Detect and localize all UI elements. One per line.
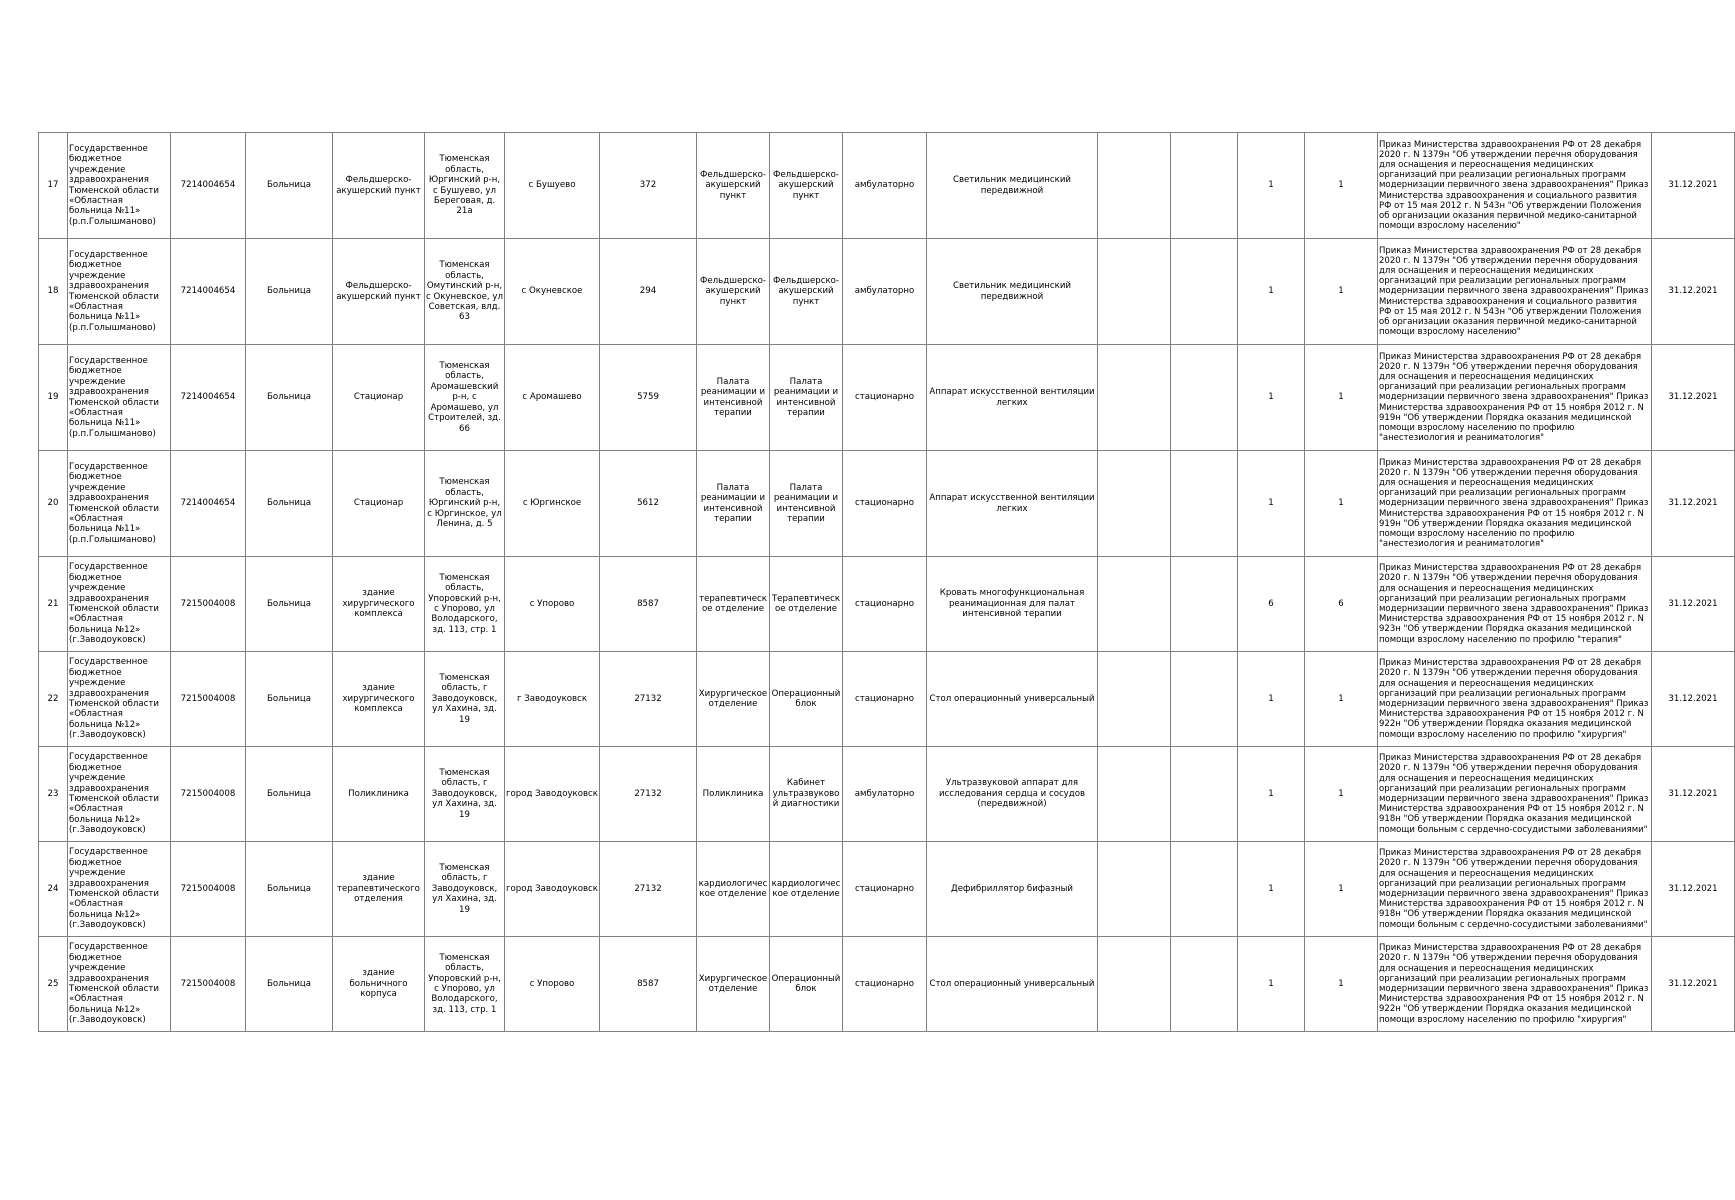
locality: город Заводоуковск <box>505 842 600 937</box>
empty-cell-2 <box>1171 747 1238 842</box>
population: 5612 <box>600 451 697 557</box>
legal-basis: Приказ Министерства здравоохранения РФ от 28 декабря 2020 г. N 1379н "Об утверждении перечня оборудования для оснащения и переоснащения медицинских организаций при реализации региональных программ модернизации первичного звена здравоохранения" Приказ Министерства здравоохранения РФ от 15 ноября 2012 г. N 918н "Об утверждении Порядка оказания медицинской помощи больным с сердечно-сосудистыми заболеваниями" <box>1378 747 1652 842</box>
room: Фельдшерско-акушерский пункт <box>770 133 843 239</box>
quantity-planned: 6 <box>1305 557 1378 652</box>
population: 27132 <box>600 652 697 747</box>
empty-cell-1 <box>1098 345 1171 451</box>
address: Тюменская область, Юргинский р-н, с Юргинское, ул Ленина, д. 5 <box>425 451 505 557</box>
inn: 7214004654 <box>171 451 246 557</box>
facility-type: Больница <box>246 652 333 747</box>
care-mode: амбулаторно <box>843 133 927 239</box>
locality: с Окуневское <box>505 239 600 345</box>
room: Палата реанимации и интенсивной терапии <box>770 345 843 451</box>
care-mode: стационарно <box>843 345 927 451</box>
legal-basis: Приказ Министерства здравоохранения РФ от 28 декабря 2020 г. N 1379н "Об утверждении перечня оборудования для оснащения и переоснащения медицинских организаций при реализации региональных программ модернизации первичного звена здравоохранения" Приказ Министерства здравоохранения РФ от 15 ноября 2012 г. N 923н "Об утверждении Порядка оказания медицинской помощи взрослому населению по профилю "терапия" <box>1378 557 1652 652</box>
table-row <box>39 345 1735 451</box>
equipment-name: Стол операционный универсальный <box>927 937 1098 1032</box>
organization-name: Государственное бюджетное учреждение здравоохранения Тюменской области «Областная больница №11» (р.п.Голышманово) <box>68 133 171 239</box>
population: 27132 <box>600 842 697 937</box>
locality: город Заводоуковск <box>505 747 600 842</box>
locality: с Бушуево <box>505 133 600 239</box>
facility-type: Больница <box>246 345 333 451</box>
row-number: 18 <box>39 239 68 345</box>
room: Кабинет ультразвуковой диагностики <box>770 747 843 842</box>
quantity-required: 1 <box>1238 937 1305 1032</box>
room: кардиологическое отделение <box>770 842 843 937</box>
address: Тюменская область, г Заводоуковск, ул Хахина, зд. 19 <box>425 747 505 842</box>
quantity-required: 1 <box>1238 133 1305 239</box>
address: Тюменская область, Юргинский р-н, с Бушуево, ул Береговая, д. 21а <box>425 133 505 239</box>
room: Терапевтическое отделение <box>770 557 843 652</box>
care-mode: стационарно <box>843 652 927 747</box>
care-mode: стационарно <box>843 937 927 1032</box>
table-row <box>39 557 1735 652</box>
inn: 7215004008 <box>171 747 246 842</box>
quantity-required: 6 <box>1238 557 1305 652</box>
quantity-required: 1 <box>1238 239 1305 345</box>
organization-name: Государственное бюджетное учреждение здравоохранения Тюменской области «Областная больница №12» (г.Заводоуковск) <box>68 747 171 842</box>
organization-name: Государственное бюджетное учреждение здравоохранения Тюменской области «Областная больница №12» (г.Заводоуковск) <box>68 842 171 937</box>
address: Тюменская область, Упоровский р-н, с Упорово, ул Володарского, зд. 113, стр. 1 <box>425 557 505 652</box>
legal-basis: Приказ Министерства здравоохранения РФ от 28 декабря 2020 г. N 1379н "Об утверждении перечня оборудования для оснащения и переоснащения медицинских организаций при реализации региональных программ модернизации первичного звена здравоохранения" Приказ Министерства здравоохранения РФ от 15 ноября 2012 г. N 922н "Об утверждении Порядка оказания медицинской помощи взрослому населению по профилю "хирургия" <box>1378 652 1652 747</box>
population: 8587 <box>600 937 697 1032</box>
department: Фельдшерско-акушерский пункт <box>697 133 770 239</box>
empty-cell-2 <box>1171 133 1238 239</box>
legal-basis: Приказ Министерства здравоохранения РФ от 28 декабря 2020 г. N 1379н "Об утверждении перечня оборудования для оснащения и переоснащения медицинских организаций при реализации региональных программ модернизации первичного звена здравоохранения" Приказ Министерства здравоохранения РФ от 15 ноября 2012 г. N 922н "Об утверждении Порядка оказания медицинской помощи взрослому населению по профилю "хирургия" <box>1378 937 1652 1032</box>
empty-cell-1 <box>1098 557 1171 652</box>
department: Хирургическое отделение <box>697 937 770 1032</box>
facility-type: Больница <box>246 937 333 1032</box>
empty-cell-1 <box>1098 451 1171 557</box>
legal-basis: Приказ Министерства здравоохранения РФ от 28 декабря 2020 г. N 1379н "Об утверждении перечня оборудования для оснащения и переоснащения медицинских организаций при реализации региональных программ модернизации первичного звена здравоохранения" Приказ Министерства здравоохранения и социального развития РФ от 15 мая 2012 г. N 543н "Об утверждении Положения об организации оказания первичной медико-санитарной помощи взрослому населению" <box>1378 133 1652 239</box>
facility-unit: здание больничного корпуса <box>333 937 425 1032</box>
inn: 7215004008 <box>171 937 246 1032</box>
care-mode: амбулаторно <box>843 239 927 345</box>
inn: 7214004654 <box>171 133 246 239</box>
locality: с Упорово <box>505 557 600 652</box>
population: 372 <box>600 133 697 239</box>
table-body <box>39 133 1735 1032</box>
population: 294 <box>600 239 697 345</box>
quantity-planned: 1 <box>1305 451 1378 557</box>
facility-unit: здание хирургического комплекса <box>333 652 425 747</box>
quantity-required: 1 <box>1238 747 1305 842</box>
equipment-name: Аппарат искусственной вентиляции легких <box>927 345 1098 451</box>
legal-basis: Приказ Министерства здравоохранения РФ от 28 декабря 2020 г. N 1379н "Об утверждении перечня оборудования для оснащения и переоснащения медицинских организаций при реализации региональных программ модернизации первичного звена здравоохранения" Приказ Министерства здравоохранения РФ от 15 ноября 2012 г. N 919н "Об утверждении Порядка оказания медицинской помощи взрослому населению по профилю "анестезиология и реаниматология" <box>1378 451 1652 557</box>
table-row <box>39 937 1735 1032</box>
row-number: 17 <box>39 133 68 239</box>
care-mode: амбулаторно <box>843 747 927 842</box>
quantity-planned: 1 <box>1305 842 1378 937</box>
organization-name: Государственное бюджетное учреждение здравоохранения Тюменской области «Областная больница №12» (г.Заводоуковск) <box>68 652 171 747</box>
empty-cell-1 <box>1098 937 1171 1032</box>
empty-cell-1 <box>1098 842 1171 937</box>
care-mode: стационарно <box>843 557 927 652</box>
equipment-name: Кровать многофункциональная реанимационная для палат интенсивной терапии <box>927 557 1098 652</box>
department: Палата реанимации и интенсивной терапии <box>697 451 770 557</box>
table-row <box>39 842 1735 937</box>
facility-unit: Фельдшерско-акушерский пункт <box>333 133 425 239</box>
deadline-date: 31.12.2021 <box>1652 652 1735 747</box>
address: Тюменская область, Омутинский р-н, с Окуневское, ул Советская, влд. 63 <box>425 239 505 345</box>
facility-type: Больница <box>246 133 333 239</box>
equipment-table <box>38 132 1735 1032</box>
locality: с Юргинское <box>505 451 600 557</box>
deadline-date: 31.12.2021 <box>1652 557 1735 652</box>
facility-unit: здание хирургического комплекса <box>333 557 425 652</box>
deadline-date: 31.12.2021 <box>1652 345 1735 451</box>
organization-name: Государственное бюджетное учреждение здравоохранения Тюменской области «Областная больница №11» (р.п.Голышманово) <box>68 451 171 557</box>
organization-name: Государственное бюджетное учреждение здравоохранения Тюменской области «Областная больница №11» (р.п.Голышманово) <box>68 239 171 345</box>
population: 5759 <box>600 345 697 451</box>
table-row <box>39 747 1735 842</box>
row-number: 19 <box>39 345 68 451</box>
room: Операционный блок <box>770 937 843 1032</box>
legal-basis: Приказ Министерства здравоохранения РФ от 28 декабря 2020 г. N 1379н "Об утверждении перечня оборудования для оснащения и переоснащения медицинских организаций при реализации региональных программ модернизации первичного звена здравоохранения" Приказ Министерства здравоохранения и социального развития РФ от 15 мая 2012 г. N 543н "Об утверждении Положения об организации оказания первичной медико-санитарной помощи взрослому населению" <box>1378 239 1652 345</box>
facility-type: Больница <box>246 747 333 842</box>
care-mode: стационарно <box>843 842 927 937</box>
address: Тюменская область, Аромашевский р-н, с Аромашево, ул Строителей, зд. 66 <box>425 345 505 451</box>
equipment-name: Аппарат искусственной вентиляции легких <box>927 451 1098 557</box>
empty-cell-2 <box>1171 557 1238 652</box>
department: Хирургическое отделение <box>697 652 770 747</box>
facility-unit: Поликлиника <box>333 747 425 842</box>
empty-cell-1 <box>1098 652 1171 747</box>
department: терапевтическое отделение <box>697 557 770 652</box>
facility-unit: Фельдшерско-акушерский пункт <box>333 239 425 345</box>
empty-cell-1 <box>1098 133 1171 239</box>
equipment-name: Стол операционный универсальный <box>927 652 1098 747</box>
inn: 7214004654 <box>171 345 246 451</box>
address: Тюменская область, г Заводоуковск, ул Хахина, зд. 19 <box>425 842 505 937</box>
equipment-name: Светильник медицинский передвижной <box>927 239 1098 345</box>
equipment-name: Ультразвуковой аппарат для исследования сердца и сосудов (передвижной) <box>927 747 1098 842</box>
facility-type: Больница <box>246 557 333 652</box>
facility-unit: здание терапевтического отделения <box>333 842 425 937</box>
facility-type: Больница <box>246 451 333 557</box>
row-number: 25 <box>39 937 68 1032</box>
department: кардиологическое отделение <box>697 842 770 937</box>
quantity-planned: 1 <box>1305 239 1378 345</box>
quantity-planned: 1 <box>1305 937 1378 1032</box>
empty-cell-2 <box>1171 451 1238 557</box>
deadline-date: 31.12.2021 <box>1652 451 1735 557</box>
table-row <box>39 133 1735 239</box>
department: Палата реанимации и интенсивной терапии <box>697 345 770 451</box>
deadline-date: 31.12.2021 <box>1652 842 1735 937</box>
row-number: 23 <box>39 747 68 842</box>
deadline-date: 31.12.2021 <box>1652 937 1735 1032</box>
organization-name: Государственное бюджетное учреждение здравоохранения Тюменской области «Областная больница №11» (р.п.Голышманово) <box>68 345 171 451</box>
legal-basis: Приказ Министерства здравоохранения РФ от 28 декабря 2020 г. N 1379н "Об утверждении перечня оборудования для оснащения и переоснащения медицинских организаций при реализации региональных программ модернизации первичного звена здравоохранения" Приказ Министерства здравоохранения РФ от 15 ноября 2012 г. N 919н "Об утверждении Порядка оказания медицинской помощи взрослому населению по профилю "анестезиология и реаниматология" <box>1378 345 1652 451</box>
address: Тюменская область, Упоровский р-н, с Упорово, ул Володарского, зд. 113, стр. 1 <box>425 937 505 1032</box>
quantity-required: 1 <box>1238 842 1305 937</box>
inn: 7214004654 <box>171 239 246 345</box>
locality: с Аромашево <box>505 345 600 451</box>
room: Операционный блок <box>770 652 843 747</box>
quantity-required: 1 <box>1238 345 1305 451</box>
locality: г Заводоуковск <box>505 652 600 747</box>
equipment-name: Дефибриллятор бифазный <box>927 842 1098 937</box>
empty-cell-2 <box>1171 652 1238 747</box>
row-number: 20 <box>39 451 68 557</box>
empty-cell-1 <box>1098 747 1171 842</box>
table-row <box>39 239 1735 345</box>
inn: 7215004008 <box>171 652 246 747</box>
quantity-required: 1 <box>1238 451 1305 557</box>
quantity-planned: 1 <box>1305 133 1378 239</box>
inn: 7215004008 <box>171 557 246 652</box>
care-mode: стационарно <box>843 451 927 557</box>
empty-cell-1 <box>1098 239 1171 345</box>
row-number: 21 <box>39 557 68 652</box>
facility-unit: Стационар <box>333 345 425 451</box>
population: 27132 <box>600 747 697 842</box>
population: 8587 <box>600 557 697 652</box>
empty-cell-2 <box>1171 937 1238 1032</box>
empty-cell-2 <box>1171 345 1238 451</box>
room: Палата реанимации и интенсивной терапии <box>770 451 843 557</box>
table-row <box>39 451 1735 557</box>
locality: с Упорово <box>505 937 600 1032</box>
room: Фельдшерско-акушерский пункт <box>770 239 843 345</box>
row-number: 24 <box>39 842 68 937</box>
legal-basis: Приказ Министерства здравоохранения РФ от 28 декабря 2020 г. N 1379н "Об утверждении перечня оборудования для оснащения и переоснащения медицинских организаций при реализации региональных программ модернизации первичного звена здравоохранения" Приказ Министерства здравоохранения РФ от 15 ноября 2012 г. N 918н "Об утверждении Порядка оказания медицинской помощи больным с сердечно-сосудистыми заболеваниями" <box>1378 842 1652 937</box>
facility-unit: Стационар <box>333 451 425 557</box>
table-row <box>39 652 1735 747</box>
department: Фельдшерско-акушерский пункт <box>697 239 770 345</box>
deadline-date: 31.12.2021 <box>1652 747 1735 842</box>
inn: 7215004008 <box>171 842 246 937</box>
facility-type: Больница <box>246 239 333 345</box>
empty-cell-2 <box>1171 239 1238 345</box>
row-number: 22 <box>39 652 68 747</box>
address: Тюменская область, г Заводоуковск, ул Хахина, зд. 19 <box>425 652 505 747</box>
department: Поликлиника <box>697 747 770 842</box>
quantity-planned: 1 <box>1305 747 1378 842</box>
deadline-date: 31.12.2021 <box>1652 133 1735 239</box>
quantity-planned: 1 <box>1305 345 1378 451</box>
organization-name: Государственное бюджетное учреждение здравоохранения Тюменской области «Областная больница №12» (г.Заводоуковск) <box>68 937 171 1032</box>
quantity-planned: 1 <box>1305 652 1378 747</box>
deadline-date: 31.12.2021 <box>1652 239 1735 345</box>
facility-type: Больница <box>246 842 333 937</box>
quantity-required: 1 <box>1238 652 1305 747</box>
equipment-name: Светильник медицинский передвижной <box>927 133 1098 239</box>
organization-name: Государственное бюджетное учреждение здравоохранения Тюменской области «Областная больница №12» (г.Заводоуковск) <box>68 557 171 652</box>
empty-cell-2 <box>1171 842 1238 937</box>
